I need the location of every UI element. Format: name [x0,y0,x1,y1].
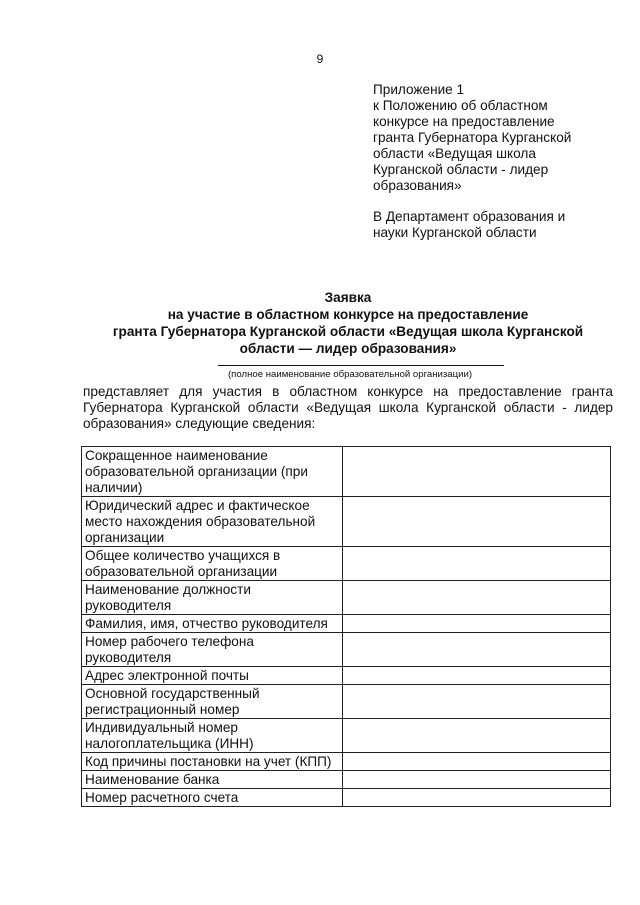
row-value-cell[interactable] [342,547,610,581]
organization-name-caption: (полное наименование образовательной организации) [227,369,473,380]
table-row [82,771,611,789]
row-value-cell[interactable] [342,633,610,667]
title-line: Заявка [324,290,372,305]
table-row [82,615,611,633]
appendix-line: области «Ведущая школа [373,146,536,161]
table-row [82,633,611,667]
addressee [373,209,623,241]
title-line: области — лидер образования» [239,341,457,356]
row-label: Общее количество учащихся в образовательной организации [82,547,343,581]
information-table [81,446,611,807]
table-row [82,685,611,719]
intro-line: образования» следующие сведения: [83,416,316,431]
table-row [82,753,611,771]
row-label: Фамилия, имя, отчество руководителя [82,615,343,633]
row-value-cell[interactable] [342,719,610,753]
table-row [82,581,611,615]
row-value-cell[interactable] [342,771,610,789]
table-row [82,719,611,753]
appendix-line: конкурсе на предоставление [373,114,555,129]
row-value-cell[interactable] [342,685,610,719]
page-number: 9 [316,52,324,66]
row-label: Наименование банка [82,771,343,789]
row-label: Номер рабочего телефона руководителя [82,633,343,667]
intro-paragraph [83,384,613,432]
table-row [82,447,611,497]
row-label: Наименование должности руководителя [82,581,343,615]
intro-line: Губернатора Курганской области «Ведущая школа Курганской области - лидер [83,400,613,415]
table-row [82,667,611,685]
row-label: Номер расчетного счета [82,789,343,807]
row-value-cell[interactable] [342,581,610,615]
table-row [82,497,611,547]
row-value-cell[interactable] [342,497,610,547]
row-label: Адрес электронной почты [82,667,343,685]
row-value-cell[interactable] [342,615,610,633]
table-row [82,789,611,807]
addressee-line: В Департамент образования и [373,209,566,224]
row-label: Код причины постановки на учет (КПП) [82,753,343,771]
addressee-line: науки Курганской области [373,225,537,240]
title-line: гранта Губернатора Курганской области «Ведущая школа Курганской [112,324,584,339]
appendix-line: Курганской области - лидер [373,162,549,177]
appendix-line: образования» [373,178,462,193]
intro-line: представляет для участия в областном конкурсе на предоставление гранта [83,384,613,399]
row-label: Основной государственный регистрационный номер [82,685,343,719]
organization-name-line[interactable] [218,365,504,366]
table-row [82,547,611,581]
document-title [80,289,616,357]
row-value-cell[interactable] [342,447,610,497]
row-label: Юридический адрес и фактическое место нахождения образовательной организации [82,497,343,547]
appendix-line: Приложение 1 [373,82,465,97]
title-line: на участие в областном конкурсе на предоставление [167,307,529,322]
row-value-cell[interactable] [342,753,610,771]
row-value-cell[interactable] [342,667,610,685]
appendix-note [373,82,623,194]
row-label: Сокращенное наименование образовательной организации (при наличии) [82,447,343,497]
row-value-cell[interactable] [342,789,610,807]
row-label: Индивидуальный номер налогоплательщика (ИНН) [82,719,343,753]
appendix-line: гранта Губернатора Курганской [373,130,572,145]
appendix-line: к Положению об областном [373,98,548,113]
